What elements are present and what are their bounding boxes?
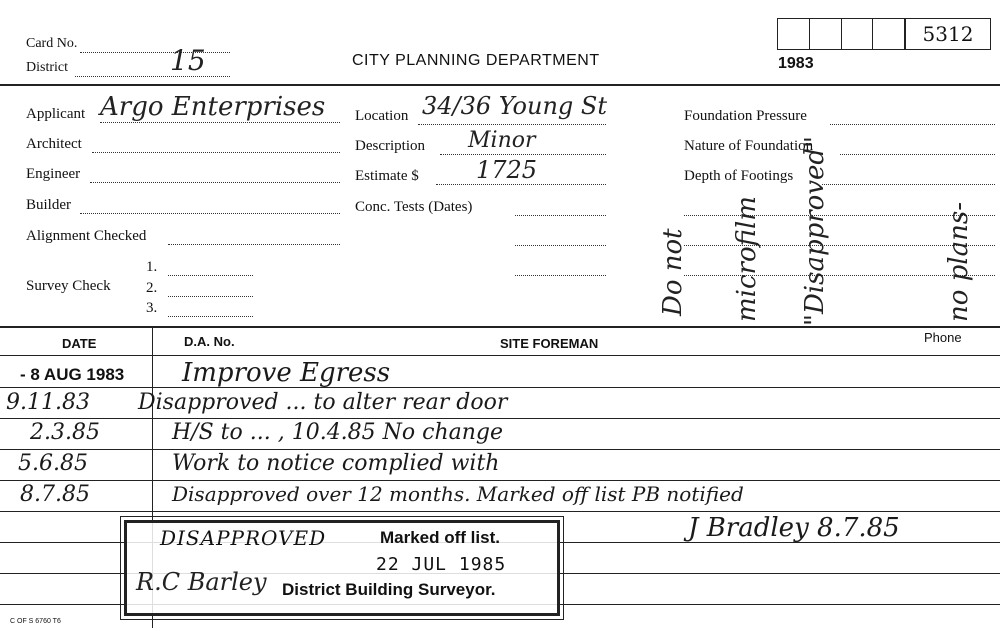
engineer-line <box>90 182 340 183</box>
conc-tests-label: Conc. Tests (Dates) <box>355 199 473 215</box>
row-text-1: Improve Egress <box>182 358 391 388</box>
number-boxes <box>777 18 905 50</box>
row-text-5: Disapproved over 12 months. Marked off list PB notified <box>172 482 744 506</box>
row-line-4 <box>0 480 1000 481</box>
row-text-3: H/S to ... , 10.4.85 No change <box>172 420 504 445</box>
engineer-label: Engineer <box>26 166 81 182</box>
row-date-3: 2.3.85 <box>30 420 100 445</box>
estimate-value: 1725 <box>476 156 538 184</box>
district-label: District <box>26 60 68 75</box>
conc-line-2 <box>515 245 606 246</box>
location-label: Location <box>355 108 409 124</box>
da-no-column-header: D.A. No. <box>184 334 235 349</box>
row-date-2: 9.11.83 <box>6 390 90 415</box>
conc-line-1 <box>515 215 606 216</box>
stamp-marked-off: Marked off list. <box>380 528 500 547</box>
stamp-disapproved-text: DISAPPROVED <box>160 526 327 550</box>
table-top-rule <box>0 326 1000 328</box>
margin-note-microfilm: microfilm <box>732 196 762 322</box>
surveyor-signature-scribble: R.C Barley <box>136 568 267 596</box>
row-text-2: Disapproved ... to alter rear door <box>138 390 508 415</box>
row-line-1 <box>0 387 1000 388</box>
foundation-pressure-line <box>830 124 995 125</box>
stamp-date: 22 JUL 1985 <box>376 554 507 575</box>
site-foreman-column-header: SITE FOREMAN <box>500 336 599 351</box>
row-date-4: 5.6.85 <box>18 451 88 476</box>
survey-label: Survey Check <box>26 278 111 294</box>
row-line-5 <box>0 511 1000 512</box>
row-text-4: Work to notice complied with <box>172 451 500 476</box>
survey-line-1 <box>168 275 253 276</box>
card-no-value: 15 <box>170 44 206 77</box>
builder-line <box>80 213 340 214</box>
conc-line-3 <box>515 275 606 276</box>
margin-note-no-plans: no plans- <box>944 202 974 322</box>
foundation-pressure-label: Foundation Pressure <box>684 108 807 124</box>
alignment-line <box>168 244 340 245</box>
header-rule <box>0 84 1000 86</box>
description-line <box>440 154 606 155</box>
date-column-header: DATE <box>62 336 97 351</box>
card-no-label: Card No. <box>26 36 78 51</box>
depth-footings-line <box>822 184 995 185</box>
row-line-3 <box>0 449 1000 450</box>
table-header-rule <box>0 355 1000 356</box>
card-number-box: 5312 <box>905 18 991 50</box>
row-date-5: 8.7.85 <box>20 482 90 507</box>
applicant-line <box>100 122 340 123</box>
form-code: C OF S 6760 T6 <box>10 618 61 625</box>
survey-line-3 <box>168 316 253 317</box>
margin-note-disapproved: "Disapproved" <box>800 135 830 326</box>
alignment-label: Alignment Checked <box>26 228 147 244</box>
description-label: Description <box>355 138 425 154</box>
stamp-surveyor: District Building Surveyor. <box>282 580 496 599</box>
department-title: CITY PLANNING DEPARTMENT <box>352 52 600 69</box>
foreman-signature: J Bradley 8.7.85 <box>688 513 900 543</box>
depth-footings-label: Depth of Footings <box>684 168 794 184</box>
card-no-line <box>80 52 230 53</box>
survey-item-2: 2. <box>146 280 158 296</box>
survey-line-2 <box>168 296 253 297</box>
survey-item-1: 1. <box>146 259 158 275</box>
estimate-line <box>436 184 606 185</box>
nature-foundation-line <box>840 154 995 155</box>
estimate-label: Estimate $ <box>355 168 419 184</box>
survey-item-3: 3. <box>146 300 158 316</box>
row-date-1: - 8 AUG 1983 <box>20 365 125 384</box>
architect-label: Architect <box>26 136 82 152</box>
applicant-label: Applicant <box>26 106 86 122</box>
location-line <box>418 124 606 125</box>
margin-note-do-not: Do not <box>658 228 688 316</box>
architect-line <box>92 152 340 153</box>
description-value: Minor <box>468 128 536 153</box>
builder-label: Builder <box>26 197 71 213</box>
row-line-2 <box>0 418 1000 419</box>
location-value: 34/36 Young St <box>422 92 607 120</box>
phone-column-header: Phone <box>924 330 962 345</box>
applicant-value: Argo Enterprises <box>100 92 326 122</box>
year-label: 1983 <box>778 55 814 72</box>
nature-foundation-label: Nature of Foundation <box>684 138 814 154</box>
district-line <box>75 76 230 77</box>
